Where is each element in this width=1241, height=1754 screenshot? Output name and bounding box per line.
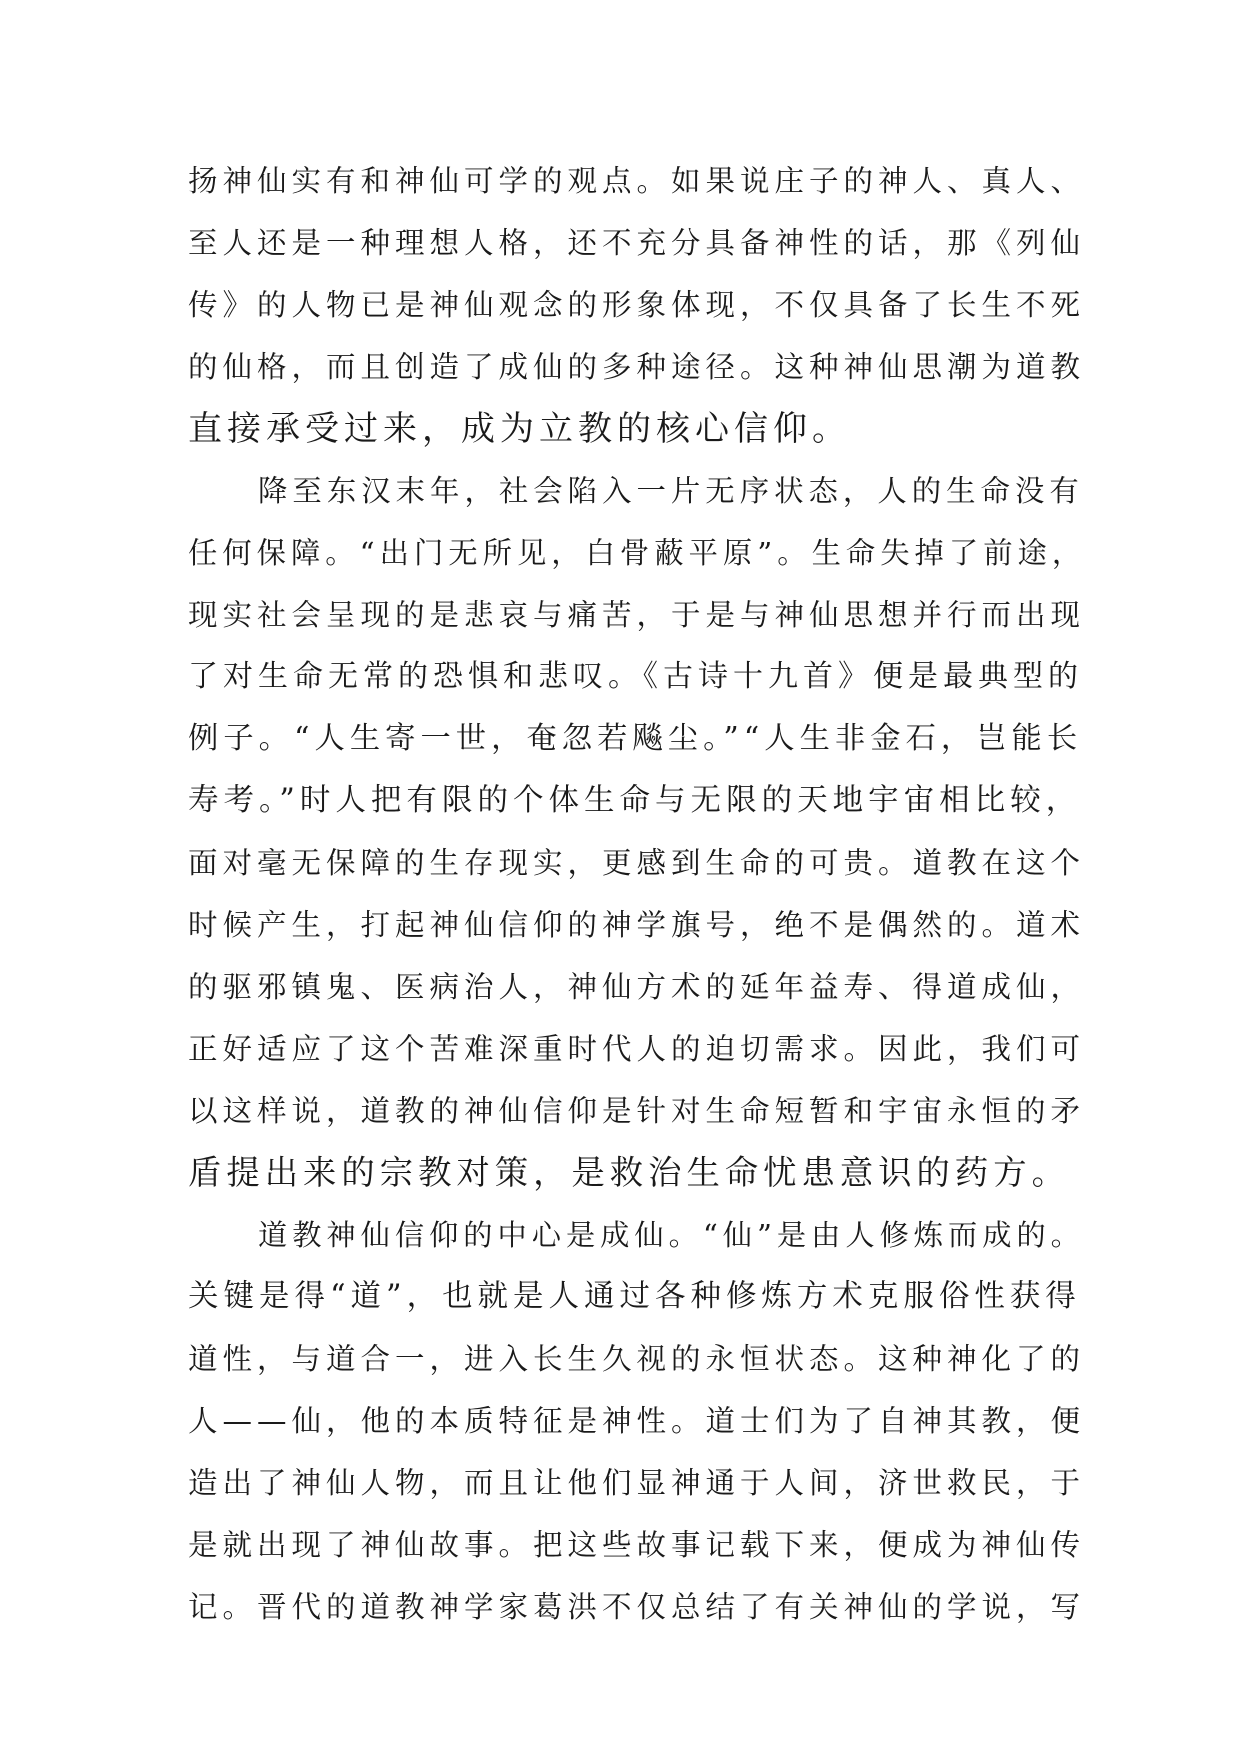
text-line: 寿考。”时人把有限的个体生命与无限的天地宇宙相比较，: [188, 783, 1082, 818]
text-line: 面对毫无保障的生存现实，更感到生命的可贵。道教在这个: [188, 846, 1086, 880]
text-line: 关键是得“道”，也就是人通过各种修炼方术克服俗性获得: [188, 1279, 1081, 1314]
text-line: 道性，与道合一，进入长生久视的永恒状态。这种神化了的: [188, 1342, 1086, 1376]
text-line: 记。晋代的道教神学家葛洪不仅总结了有关神仙的学说，写: [188, 1590, 1086, 1624]
text-line: 造出了神仙人物，而且让他们显神通于人间，济世救民，于: [188, 1466, 1086, 1500]
text-line: 人——仙，他的本质特征是神性。道士们为了自神其教，便: [188, 1404, 1086, 1438]
text-line: 扬神仙实有和神仙可学的观点。如果说庄子的神人、真人、: [188, 164, 1086, 198]
body-text: [188, 150, 1087, 1638]
text-line: 任何保障。“出门无所见，白骨蔽平原”。生命失掉了前途，: [188, 536, 1087, 570]
paragraph-first-line: 降至东汉末年，社会陷入一片无序状态，人的生命没有: [258, 474, 1084, 508]
text-line: 至人还是一种理想人格，还不充分具备神性的话，那《列仙: [188, 226, 1086, 260]
text-line: 了对生命无常的恐惧和悲叹。《古诗十九首》便是最典型的: [188, 659, 1083, 694]
text-line: 直接承受过来，成为立教的核心信仰。: [188, 409, 851, 449]
text-line: 的驱邪镇鬼、医病治人，神仙方术的延年益寿、得道成仙，: [188, 970, 1086, 1004]
text-line: 时候产生，打起神仙信仰的神学旗号，绝不是偶然的。道术: [188, 908, 1086, 942]
text-line: 例子。“人生寄一世，奄忽若飚尘。”“人生非金石，岂能长: [188, 721, 1083, 756]
text-line: 是就出现了神仙故事。把这些故事记载下来，便成为神仙传: [188, 1528, 1086, 1562]
text-line: 现实社会呈现的是悲哀与痛苦，于是与神仙思想并行而出现: [188, 598, 1086, 632]
paragraph-first-line: 道教神仙信仰的中心是成仙。“仙”是由人修炼而成的。: [258, 1218, 1085, 1252]
text-line: 正好适应了这个苦难深重时代人的迫切需求。因此，我们可: [188, 1032, 1086, 1066]
text-line: 盾提出来的宗教对策，是救治生命忧患意识的药方。: [188, 1153, 1070, 1192]
text-line: 传》的人物已是神仙观念的形象体现，不仅具备了长生不死: [188, 288, 1086, 322]
text-line: 以这样说，道教的神仙信仰是针对生命短暂和宇宙永恒的矛: [188, 1094, 1086, 1128]
text-line: 的仙格，而且创造了成仙的多种途径。这种神仙思潮为道教: [188, 350, 1086, 384]
